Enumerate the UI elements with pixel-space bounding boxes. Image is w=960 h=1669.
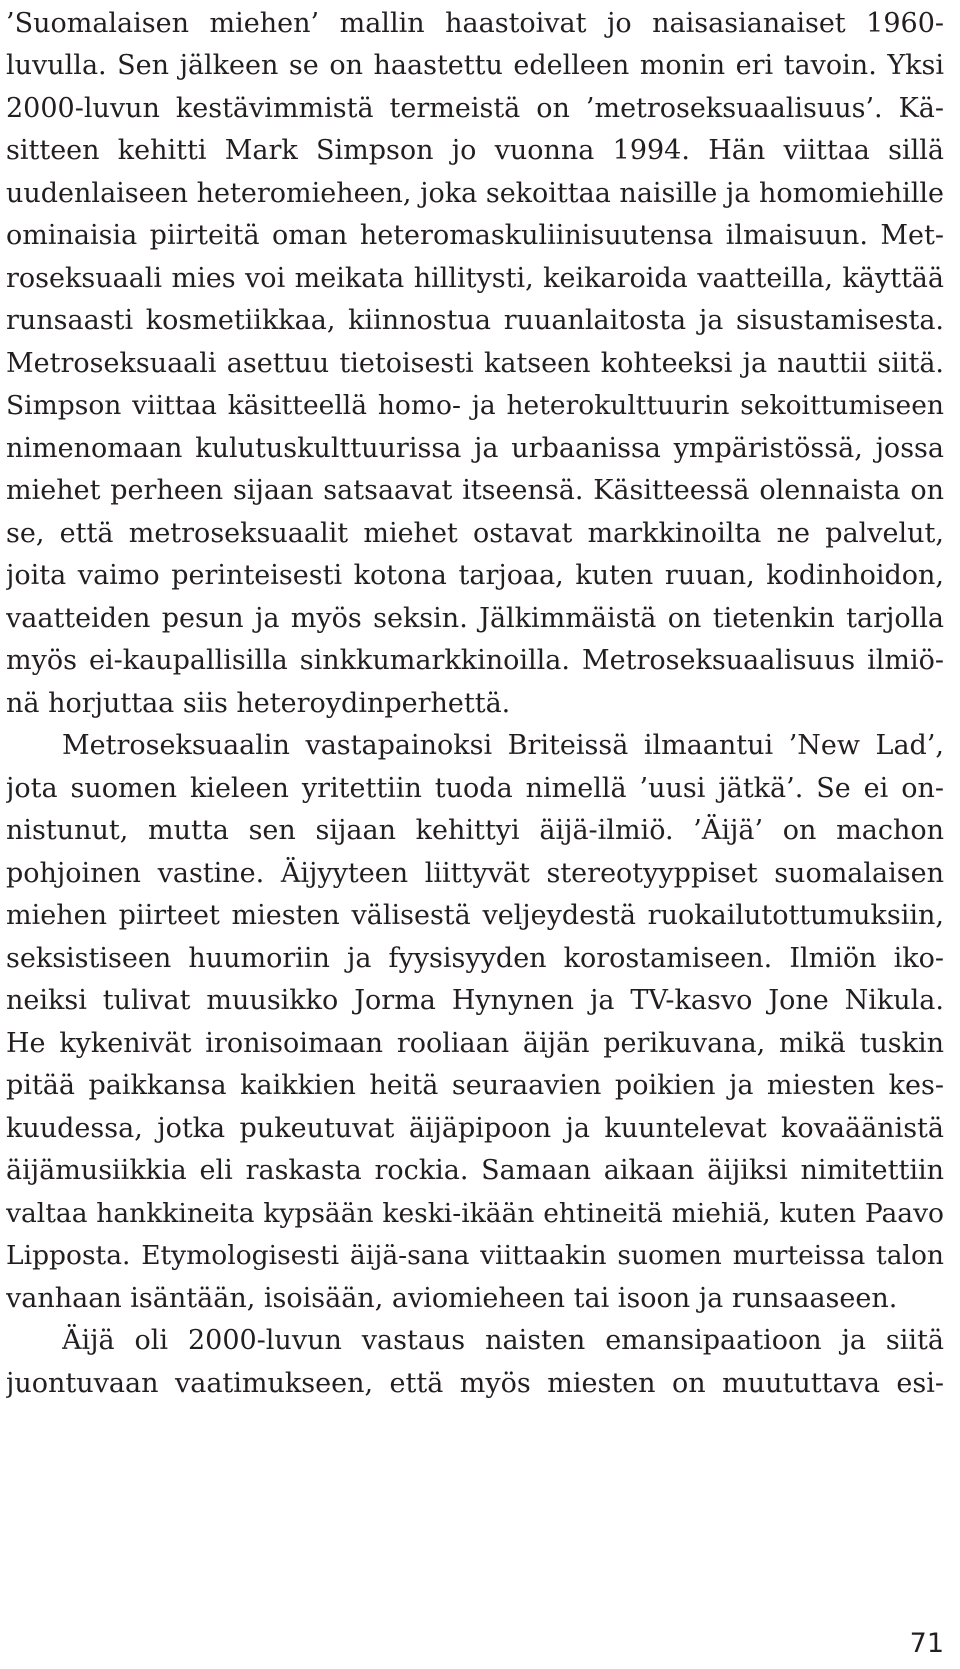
text-line: se, että metroseksuaalit miehet ostavat markkinoilta ne palvelut, (6, 518, 944, 549)
text-line: neiksi tulivat muusikko Jorma Hynynen ja TV-kasvo Jone Nikula. (6, 985, 944, 1016)
text-line: miehet perheen sijaan satsaavat itseensä. Käsitteessä olennaista on (6, 475, 944, 506)
text-line: roseksuaali mies voi meikata hillitysti, keikaroida vaatteilla, käyttää (6, 263, 944, 294)
text-line: äijämusiikkia eli raskasta rockia. Samaan aikaan äijiksi nimitettiin (6, 1155, 944, 1186)
paragraph-first-line: Äijä oli 2000-luvun vastaus naisten emansipaatioon ja siitä (62, 1325, 944, 1356)
text-line: runsaasti kosmetiikkaa, kiinnostua ruuanlaitosta ja sisustamisesta. (6, 305, 944, 336)
text-line: myös ei-kaupallisilla sinkkumarkkinoilla. Metroseksuaalisuus ilmiö- (6, 645, 944, 676)
text-line: pitää paikkansa kaikkien heitä seuraavien poikien ja miesten kes- (6, 1070, 944, 1101)
text-line: pohjoinen vastine. Äijyyteen liittyvät stereotyyppiset suomalaisen (6, 858, 944, 889)
text-line: luvulla. Sen jälkeen se on haastettu edelleen monin eri tavoin. Yksi (6, 50, 944, 81)
text-line: uudenlaiseen heteromieheen, joka sekoittaa naisille ja homomiehille (6, 178, 944, 209)
text-line: He kykenivät ironisoimaan rooliaan äijän perikuvana, mikä tuskin (6, 1028, 944, 1059)
text-line: juontuvaan vaatimukseen, että myös miesten on muututtava esi- (6, 1368, 944, 1399)
text-line: kuudessa, jotka pukeutuvat äijäpipoon ja kuuntelevat kovaäänistä (6, 1113, 944, 1144)
text-line: seksistiseen huumoriin ja fyysisyyden korostamiseen. Ilmiön iko- (6, 943, 944, 974)
text-line: nimenomaan kulutuskulttuurissa ja urbaanissa ympäristössä, jossa (6, 433, 944, 464)
text-line: jota suomen kieleen yritettiin tuoda nimellä ’uusi jätkä’. Se ei on- (6, 773, 944, 804)
text-line: vaatteiden pesun ja myös seksin. Jälkimmäistä on tietenkin tarjolla (6, 603, 944, 634)
text-line: Lipposta. Etymologisesti äijä-sana viittaakin suomen murteissa talon (6, 1240, 944, 1271)
text-line: miehen piirteet miesten välisestä veljeydestä ruokailutottumuksiin, (6, 900, 944, 931)
text-line: nistunut, mutta sen sijaan kehittyi äijä-ilmiö. ’Äijä’ on machon (6, 815, 944, 846)
text-line: Simpson viittaa käsitteellä homo- ja heterokulttuurin sekoittumiseen (6, 390, 944, 421)
text-line: nä horjuttaa siis heteroydinperhettä. (6, 688, 511, 719)
text-line: sitteen kehitti Mark Simpson jo vuonna 1994. Hän viittaa sillä (6, 135, 944, 166)
text-line: valtaa hankkineita kypsään keski-ikään ehtineitä miehiä, kuten Paavo (6, 1198, 944, 1229)
text-line: ominaisia piirteitä oman heteromaskuliinisuutensa ilmaisuun. Met- (6, 220, 944, 251)
text-line: vanhaan isäntään, isoisään, aviomieheen tai isoon ja runsaaseen. (6, 1283, 898, 1314)
text-line: joita vaimo perinteisesti kotona tarjoaa, kuten ruuan, kodinhoidon, (6, 560, 944, 591)
text-line: Metroseksuaali asettuu tietoisesti katseen kohteeksi ja nauttii siitä. (6, 348, 944, 379)
text-line: 2000-luvun kestävimmistä termeistä on ’metroseksuaalisuus’. Kä- (6, 93, 944, 124)
paragraph-first-line: Metroseksuaalin vastapainoksi Briteissä ilmaantui ’New Lad’, (62, 730, 944, 761)
text-line: ’Suomalaisen miehen’ mallin haastoivat jo naisasianaiset 1960- (6, 8, 944, 39)
page-number: 71 (909, 1628, 944, 1659)
